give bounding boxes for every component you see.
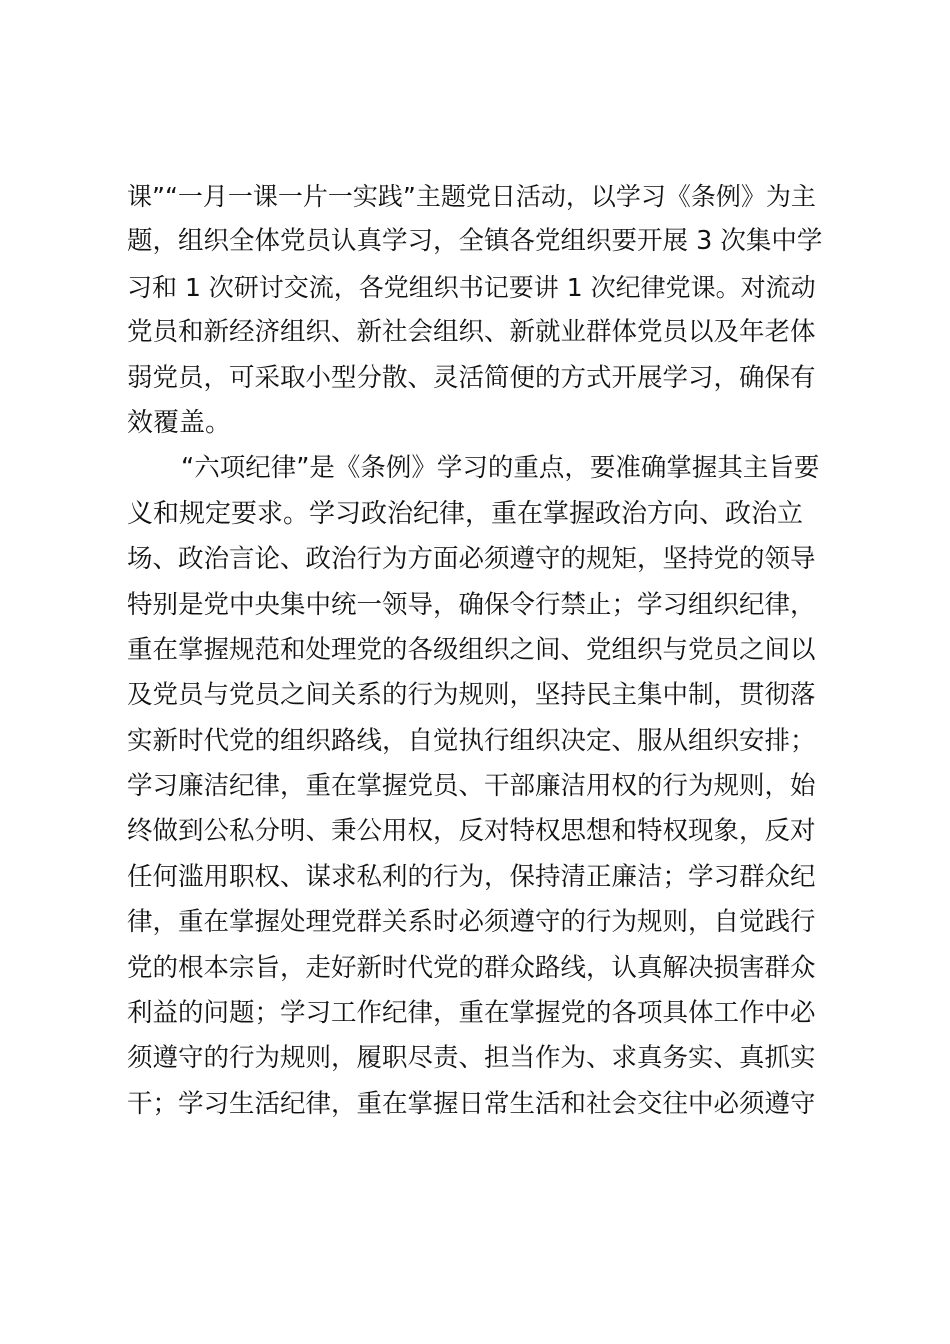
paragraph-1-line-6: 效覆盖。 [127,407,232,438]
paragraph-1-line-4: 党员和新经济组织、新社会组织、新就业群体党员以及年老体 [127,317,816,348]
paragraph-2-line-15: 干；学习生活纪律，重在掌握日常生活和社会交往中必须遵守 [127,1088,816,1119]
paragraph-2-line-10: 任何滥用职权、谋求私利的行为，保持清正廉洁；学习群众纪 [127,861,816,892]
body-text [127,174,827,1127]
paragraph-2-line-9: 终做到公私分明、秉公用权，反对特权思想和特权现象，反对 [127,816,816,847]
paragraph-2-line-2: 义和规定要求。学习政治纪律，重在掌握政治方向、政治立 [127,498,804,529]
paragraph-1-line-1: 课”“一月一课一片一实践”主题党日活动，以学习《条例》为主 [127,182,816,211]
paragraph-2-line-6: 及党员与党员之间关系的行为规则，坚持民主集中制，贯彻落 [127,680,816,711]
paragraph-1-line-3: 习和 1 次研讨交流，各党组织书记要讲 1 次纪律党课。对流动 [127,272,816,302]
paragraph-1-line-2: 题，组织全体党员认真学习，全镇各党组织要开展 3 次集中学 [127,226,823,257]
paragraph-2-line-7: 实新时代党的组织路线，自觉执行组织决定、服从组织安排； [127,725,816,756]
paragraph-2-line-14: 须遵守的行为规则，履职尽责、担当作为、求真务实、真抓实 [127,1043,816,1074]
paragraph-2-line-11: 律，重在掌握处理党群关系时必须遵守的行为规则，自觉践行 [127,907,816,938]
paragraph-2-line-4: 特别是党中央集中统一领导，确保令行禁止；学习组织纪律， [127,589,816,620]
paragraph-2-line-1: “六项纪律”是《条例》学习的重点，要准确掌握其主旨要 [181,453,820,484]
paragraph-1-line-5: 弱党员，可采取小型分散、灵活简便的方式开展学习，确保有 [127,362,816,393]
paragraph-2-line-12: 党的根本宗旨，走好新时代党的群众路线，认真解决损害群众 [127,952,816,983]
paragraph-2-line-3: 场、政治言论、政治行为方面必须遵守的规矩，坚持党的领导 [127,544,816,575]
paragraph-2-line-8: 学习廉洁纪律，重在掌握党员、干部廉洁用权的行为规则，始 [127,771,816,802]
paragraph-2-line-13: 利益的问题；学习工作纪律，重在掌握党的各项具体工作中必 [127,998,816,1029]
paragraph-2-line-5: 重在掌握规范和处理党的各级组织之间、党组织与党员之间以 [127,634,816,665]
